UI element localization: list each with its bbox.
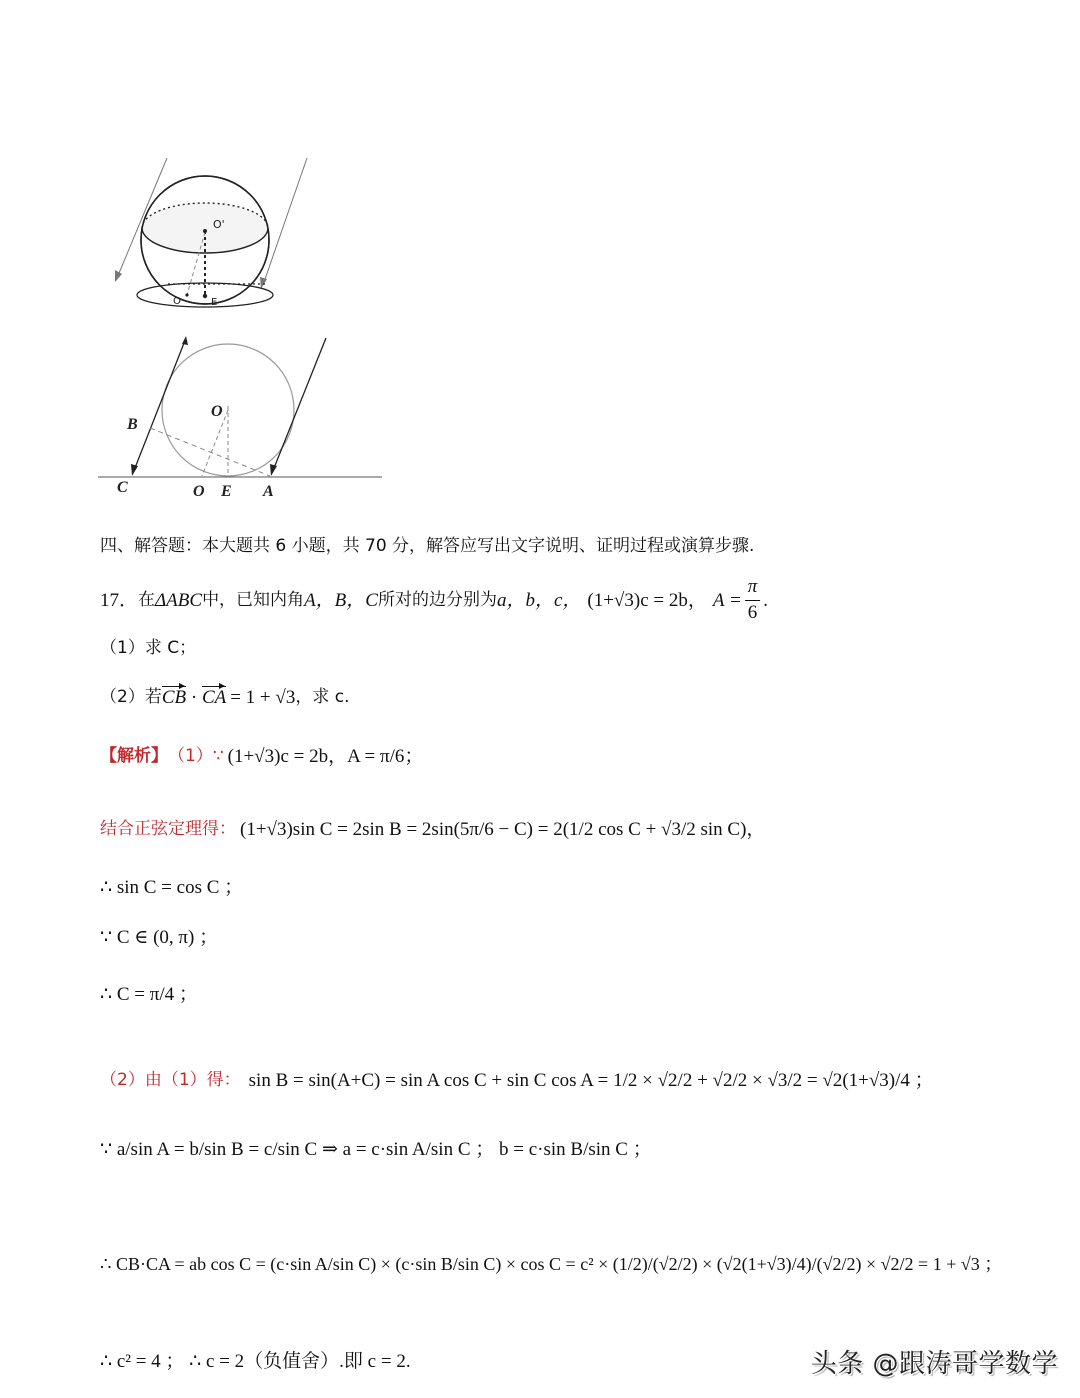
label-o-bottom: O (193, 483, 205, 500)
solution-tag: 【解析】 (100, 745, 168, 766)
vector-cb: CB (161, 687, 187, 708)
watermark: 头条 @跟涛哥学数学 (810, 1349, 1058, 1379)
label-e: E (211, 297, 218, 308)
label-a: A (263, 483, 274, 500)
step-sin-eq-cos: ∴ sin C = cos C ； (100, 877, 244, 898)
step-c-value: ∴ C = π/4 ； (100, 984, 198, 1005)
solution-part-1-given: 【解析】 （1）∵ (1+√3)c = 2b，A = π/6； (100, 745, 424, 767)
label-o-prime: O' (213, 218, 225, 231)
problem-statement: 17． 在 ΔABC 中，已知内角 A，B，C 所对的边分别为 a，b，c， (1+√3)c = 2b ， A = $\frac{\pi}{6}$ . (100, 575, 768, 623)
vector-ca: CA (201, 687, 227, 708)
triangle-abc: ΔABC (155, 589, 203, 611)
dot-product-step: ∴ CB·CA = ab cos C = (c·sin A/sin C) × (c·sin B/sin C) × cos C = c² × (1/2)/(√2/2) × (√2(1+√3)/4)/(√2/2) × √2/2 = 1 + √3 ； (100, 1254, 1003, 1274)
label-b: B (127, 416, 138, 433)
label-o: O (173, 296, 181, 307)
sphere-figure (105, 150, 325, 320)
label-c: C (117, 479, 128, 496)
sine-law-ratio: ∵ a/sin A = b/sin B = c/sin C ⇒ a = c·sin A/sin C ； b = c·sin B/sin C ； (100, 1139, 652, 1160)
part-2-question: （2）若 CB · CA = 1 + √3 ，求 c. (100, 687, 350, 708)
final-answer: ∴ c² = 4 ； ∴ c = 2（负值舍）.即 c = 2. (100, 1351, 411, 1372)
label-e-bottom: E (221, 483, 232, 500)
problem-number: 17． (100, 589, 139, 611)
section-figure (95, 330, 395, 505)
step-c-range: ∵ C ∈ (0, π) ； (100, 927, 219, 948)
section-header: 四、解答题：本大题共 6 小题，共 70 分，解答应写出文字说明、证明过程或演算步骤. (100, 536, 755, 556)
solution-part-2-sinb: （2）由（1）得： sin B = sin(A+C) = sin A cos C + sin C cos A = 1/2 × √2/2 + √2/2 × √3/2 = √2(1+√3)/4 ； (100, 1069, 934, 1091)
part-1-question: （1）求 C； (100, 638, 197, 658)
fraction-pi-6: $\frac{\pi}{6}$ (745, 577, 761, 624)
label-center-o: O (211, 403, 223, 420)
given-equation: (1+√3)c = 2b (587, 589, 688, 611)
sine-law-step: 结合正弦定理得： (1+√3)sin C = 2sin B = 2sin(5π/6 − C) = 2(1/2 cos C + √3/2 sin C)， (100, 818, 766, 840)
